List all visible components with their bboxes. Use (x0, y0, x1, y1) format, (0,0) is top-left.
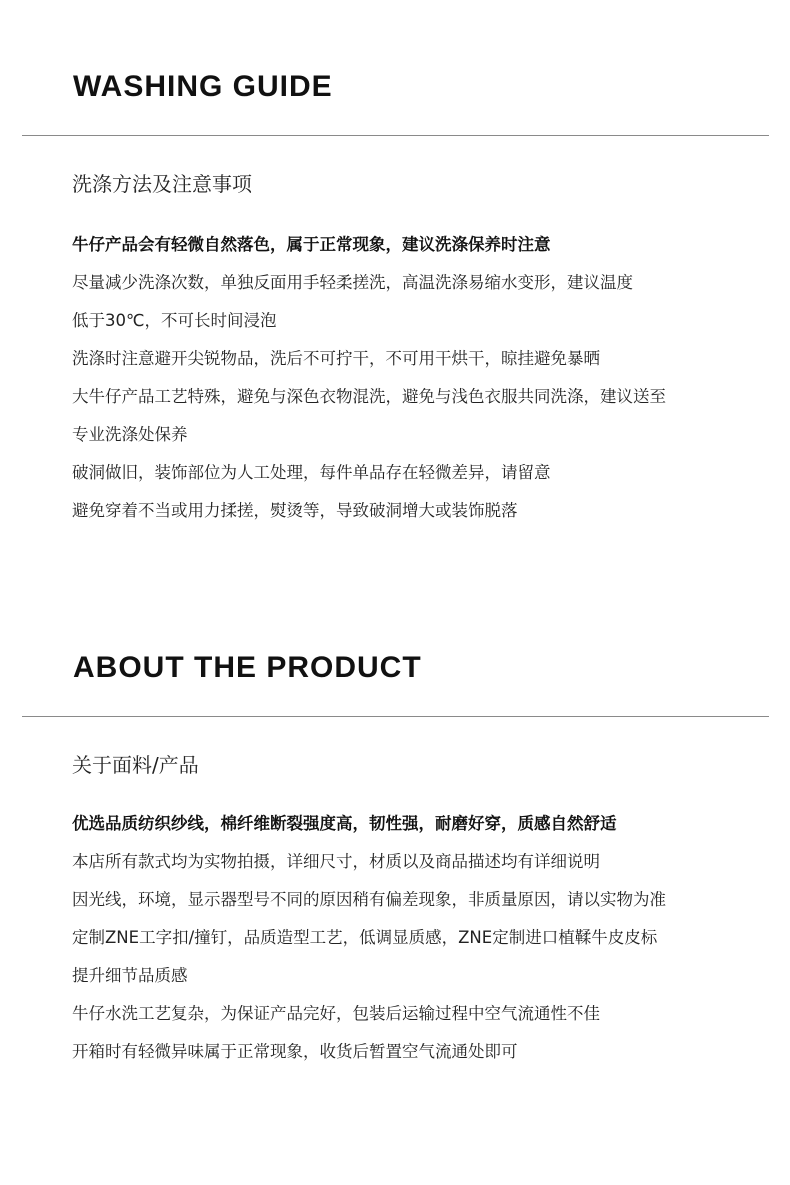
washing-guide-line: 低于30℃，不可长时间浸泡 (72, 311, 277, 330)
washing-guide-divider (22, 135, 769, 136)
washing-guide-title: WASHING GUIDE (73, 70, 333, 103)
about-product-line: 本店所有款式均为实物拍摄，详细尺寸，材质以及商品描述均有详细说明 (72, 852, 600, 871)
washing-guide-list (72, 226, 772, 530)
about-product-title: ABOUT THE PRODUCT (73, 651, 422, 684)
about-product-list (72, 805, 772, 1071)
washing-guide-line: 尽量减少洗涤次数，单独反面用手轻柔搓洗，高温洗涤易缩水变形，建议温度 (72, 273, 633, 292)
about-product-line: 开箱时有轻微异味属于正常现象，收货后暂置空气流通处即可 (72, 1042, 518, 1061)
about-product-line: 因光线，环境，显示器型号不同的原因稍有偏差现象，非质量原因，请以实物为准 (72, 890, 666, 909)
washing-guide-line: 洗涤时注意避开尖锐物品，洗后不可拧干，不可用干烘干，晾挂避免暴晒 (72, 349, 600, 368)
washing-guide-section (0, 0, 790, 580)
washing-guide-line: 大牛仔产品工艺特殊，避免与深色衣物混洗，避免与浅色衣服共同洗涤，建议送至 (72, 387, 666, 406)
washing-guide-line: 专业洗涤处保养 (72, 425, 188, 444)
washing-guide-line: 破洞做旧，装饰部位为人工处理，每件单品存在轻微差异，请留意 (72, 463, 551, 482)
about-product-subtitle: 关于面料/产品 (72, 753, 199, 777)
washing-guide-subtitle: 洗涤方法及注意事项 (72, 172, 252, 196)
about-product-line: 牛仔水洗工艺复杂，为保证产品完好，包装后运输过程中空气流通性不佳 (72, 1004, 600, 1023)
about-product-divider (22, 716, 769, 717)
washing-guide-line: 避免穿着不当或用力揉搓，熨烫等，导致破洞增大或装饰脱落 (72, 501, 518, 520)
about-product-line: 定制ZNE工字扣/撞钉，品质造型工艺，低调显质感，ZNE定制进口植鞣牛皮皮标 (72, 928, 658, 947)
about-product-line: 提升细节品质感 (72, 966, 188, 985)
about-product-lead: 优选品质纺织纱线，棉纤维断裂强度高，韧性强，耐磨好穿，质感自然舒适 (72, 814, 617, 833)
washing-guide-lead: 牛仔产品会有轻微自然落色，属于正常现象，建议洗涤保养时注意 (72, 235, 551, 254)
